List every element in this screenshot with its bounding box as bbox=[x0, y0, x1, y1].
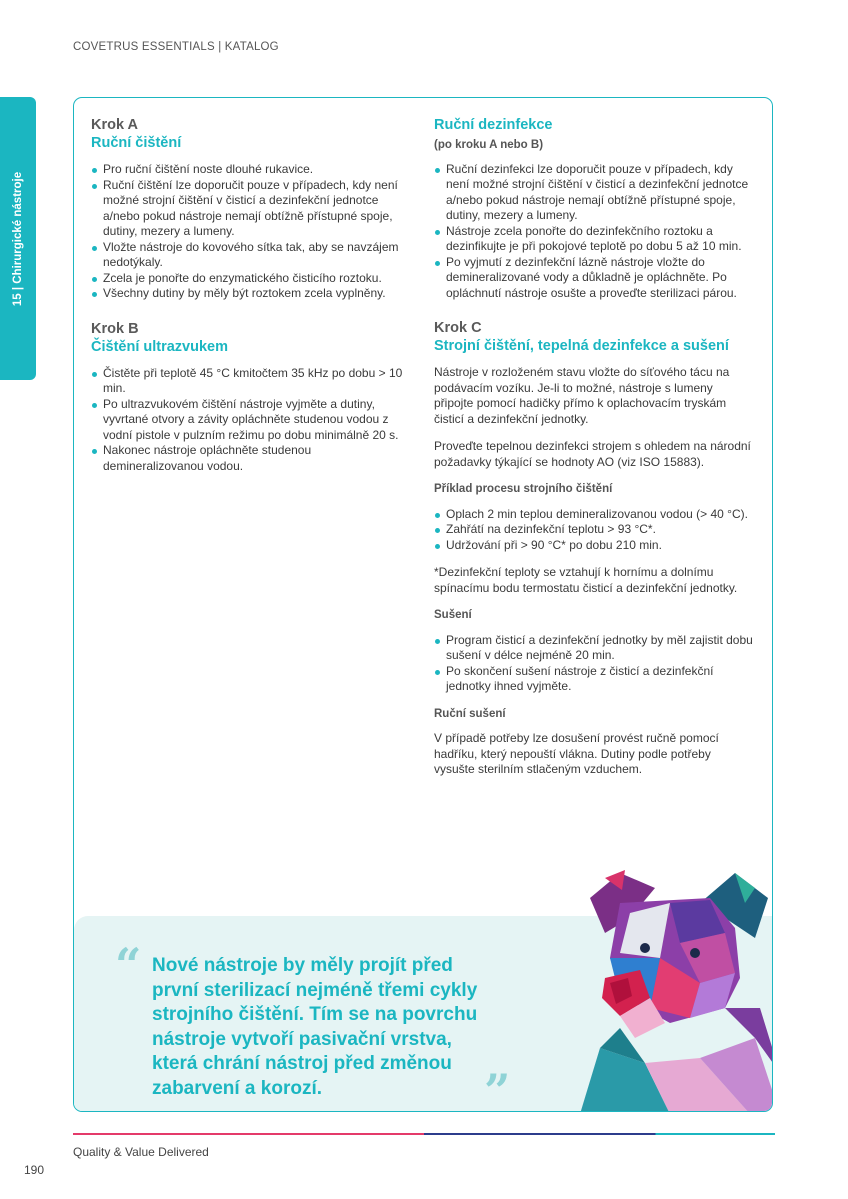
list-item: Čistěte při teplotě 45 °C kmitočtem 35 kHz po dobu > 10 min. bbox=[91, 366, 411, 397]
manual-drying-text: V případě potřeby lze dosušení provést ručně pomocí hadříku, který nepouští vlákna. Dutiny podle potřeby vysušte sterilním stlačeným vzduchem. bbox=[434, 731, 719, 776]
drying-list bbox=[434, 633, 754, 695]
list-item: Zcela je ponořte do enzymatického čisticího roztoku. bbox=[91, 271, 411, 287]
list-item: Udržování při > 90 °C* po dobu 210 min. bbox=[434, 538, 754, 554]
list-item: Oplach 2 min teplou demineralizovanou vodou (> 40 °C). bbox=[434, 507, 754, 523]
example-heading: Příklad procesu strojního čištění bbox=[434, 483, 613, 495]
list-item: Všechny dutiny by měly být roztokem zcela vyplněny. bbox=[91, 286, 411, 302]
right-column bbox=[434, 116, 754, 790]
list-item: Nakonec nástroje opláchněte studenou demineralizovanou vodou. bbox=[91, 443, 411, 474]
manual-disinfection-note: (po kroku A nebo B) bbox=[434, 139, 544, 151]
list-item: Ruční čištění lze doporučit pouze v případech, kdy není možné strojní čištění v čisticí a dezinfekční jednotce a/nebo pokud nástroje nemají obtížně přístupné spoje, dutiny, mezery a lumeny. bbox=[91, 178, 411, 240]
section-side-tab bbox=[0, 97, 36, 380]
step-a-list bbox=[91, 162, 411, 302]
manual-disinfection-list bbox=[434, 162, 754, 302]
manual-disinfection-title: Ruční dezinfekce bbox=[434, 117, 553, 133]
list-item: Nástroje zcela ponořte do dezinfekčního roztoku a dezinfikujte je při pokojové teplotě po dobu 5 až 10 min. bbox=[434, 224, 754, 255]
list-item: Po skončení sušení nástroje z čisticí a dezinfekční jednotky ihned vyjměte. bbox=[434, 664, 754, 695]
step-c-paragraph-2: Proveďte tepelnou dezinfekci strojem s ohledem na národní požadavky týkající se hodnoty AO (viz ISO 15883). bbox=[434, 439, 751, 469]
step-c-title: Strojní čištění, tepelná dezinfekce a sušení bbox=[434, 338, 729, 354]
list-item: Program čisticí a dezinfekční jednotky by měl zajistit dobu sušení v délce nejméně 20 min. bbox=[434, 633, 754, 664]
step-c-label: Krok C bbox=[434, 320, 482, 336]
left-column bbox=[91, 116, 411, 486]
page-number: 190 bbox=[24, 1163, 45, 1177]
list-item: Po vyjmutí z dezinfekční lázně nástroje vložte do demineralizované vody a důkladně je opláchněte. Po opláchnutí nástroje osušte a proveďte sterilizaci párou. bbox=[434, 255, 754, 302]
example-list bbox=[434, 507, 754, 554]
content-card bbox=[73, 97, 773, 1112]
list-item: Pro ruční čištění noste dlouhé rukavice. bbox=[91, 162, 411, 178]
quote-text: Nové nástroje by měly projít před první sterilizací nejméně třemi cykly strojního čištění. Tím se na povrchu nástroje vytvoří pasivační vrstva, která chrání nástroj před změnou zabarvení a korozí. bbox=[152, 955, 478, 1099]
step-a-label: Krok A bbox=[91, 117, 138, 133]
step-b-label: Krok B bbox=[91, 320, 139, 337]
step-b-list bbox=[91, 366, 411, 475]
dog-illustration bbox=[550, 858, 773, 1112]
step-a-title: Ruční čištění bbox=[91, 135, 182, 151]
list-item: Ruční dezinfekci lze doporučit pouze v případech, kdy není možné strojní čištění v čisticí a dezinfekční jednotce a/nebo pokud nástroje nemají obtížně přístupné spoje, dutiny, mezery a lumeny. bbox=[434, 162, 754, 224]
manual-drying-heading: Ruční sušení bbox=[434, 707, 506, 720]
quote-close-mark: ” bbox=[484, 1064, 511, 1112]
step-c-paragraph-1: Nástroje v rozloženém stavu vložte do síťového tácu na podávacím vozíku. Je-li to možné, nástroje s lumeny připojte pomocí hadičky přímo k oplachovacím tryskám čisticí a dezinfekční jednotky. bbox=[434, 365, 730, 426]
temperature-footnote: *Dezinfekční teploty se vztahují k hornímu a dolnímu spínacímu bodu termostatu čisticí a dezinfekční jednotky. bbox=[434, 565, 738, 595]
list-item: Vložte nástroje do kovového sítka tak, aby se navzájem nedotýkaly. bbox=[91, 240, 411, 271]
footer-divider bbox=[73, 1133, 775, 1135]
footer-tagline: Quality & Value Delivered bbox=[73, 1145, 209, 1159]
list-item: Po ultrazvukovém čištění nástroje vyjměte a dutiny, vyvrtané otvory a závity opláchněte studenou vodou z vodní pistole v pulzním režimu po dobu minimálně 20 s. bbox=[91, 397, 411, 444]
section-side-tab-label: 15 | Chirurgické nástroje bbox=[12, 171, 24, 306]
quote-open-mark: “ bbox=[115, 938, 142, 992]
page-header: COVETRUS ESSENTIALS | KATALOG bbox=[73, 41, 279, 53]
drying-heading: Sušení bbox=[434, 609, 472, 621]
list-item: Zahřátí na dezinfekční teplotu > 93 °C*. bbox=[434, 522, 754, 538]
step-b-title: Čištění ultrazvukem bbox=[91, 338, 228, 355]
